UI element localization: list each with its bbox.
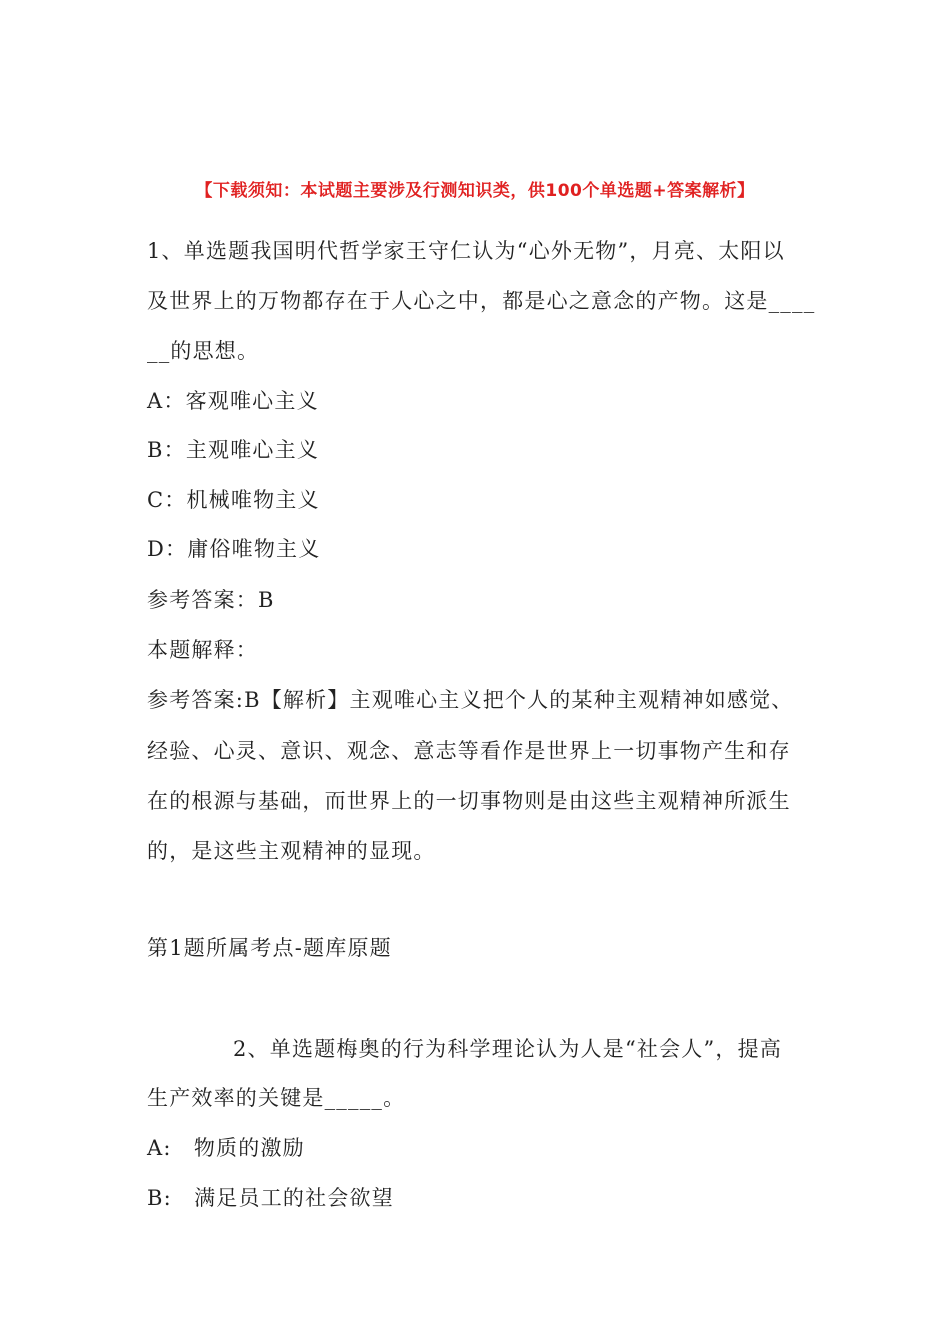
q1-answer: 参考答案：B — [147, 588, 275, 612]
q2-stem-line-2 — [147, 1084, 807, 1112]
q2-stem-line-2-text: 生产效率的关键是 — [147, 1086, 325, 1110]
q2-stem-line-2-end: 。 — [383, 1086, 406, 1110]
q1-stem-line-2-text: 及世界上的万物都存在于人心之中，都是心之意念的产物。这是 — [147, 289, 769, 313]
q2-option-b: B: 满足员工的社会欲望 — [147, 1186, 394, 1210]
q1-blank-part-1: ____ — [768, 289, 816, 313]
q1-stem-line-1: 1、单选题我国明代哲学家王守仁认为“心外无物”，月亮、太阳以 — [147, 239, 785, 263]
download-notice: 【下载须知：本试题主要涉及行测知识类，供100个单选题+答案解析】 — [195, 181, 755, 201]
q2-option-a: A: 物质的激励 — [147, 1136, 305, 1160]
q1-option-d: D：庸俗唯物主义 — [147, 537, 321, 561]
q1-stem-line-2 — [147, 287, 816, 315]
q1-topic: 第1题所属考点-题库原题 — [147, 936, 392, 960]
q1-stem-line-3 — [147, 337, 807, 365]
q1-option-a: A：客观唯心主义 — [147, 389, 319, 413]
q1-explain-line-1: 参考答案:B【解析】主观唯心主义把个人的某种主观精神如感觉、 — [147, 688, 794, 712]
q1-option-c: C：机械唯物主义 — [147, 488, 320, 512]
q1-explain-line-3: 在的根源与基础，而世界上的一切事物则是由这些主观精神所派生 — [147, 789, 791, 813]
q1-explain-label: 本题解释： — [147, 638, 258, 662]
q1-option-b: B：主观唯心主义 — [147, 438, 320, 462]
q2-stem-line-1: 2、单选题梅奥的行为科学理论认为人是“社会人”，提高 — [233, 1037, 783, 1061]
q1-blank-part-2: __ — [147, 339, 171, 363]
q1-stem-line-3-text: 的思想。 — [170, 339, 260, 363]
q1-explain-line-2: 经验、心灵、意识、观念、意志等看作是世界上一切事物产生和存 — [147, 739, 791, 763]
q2-blank: _____ — [324, 1086, 384, 1110]
q1-explain-line-4: 的，是这些主观精神的显现。 — [147, 839, 436, 863]
